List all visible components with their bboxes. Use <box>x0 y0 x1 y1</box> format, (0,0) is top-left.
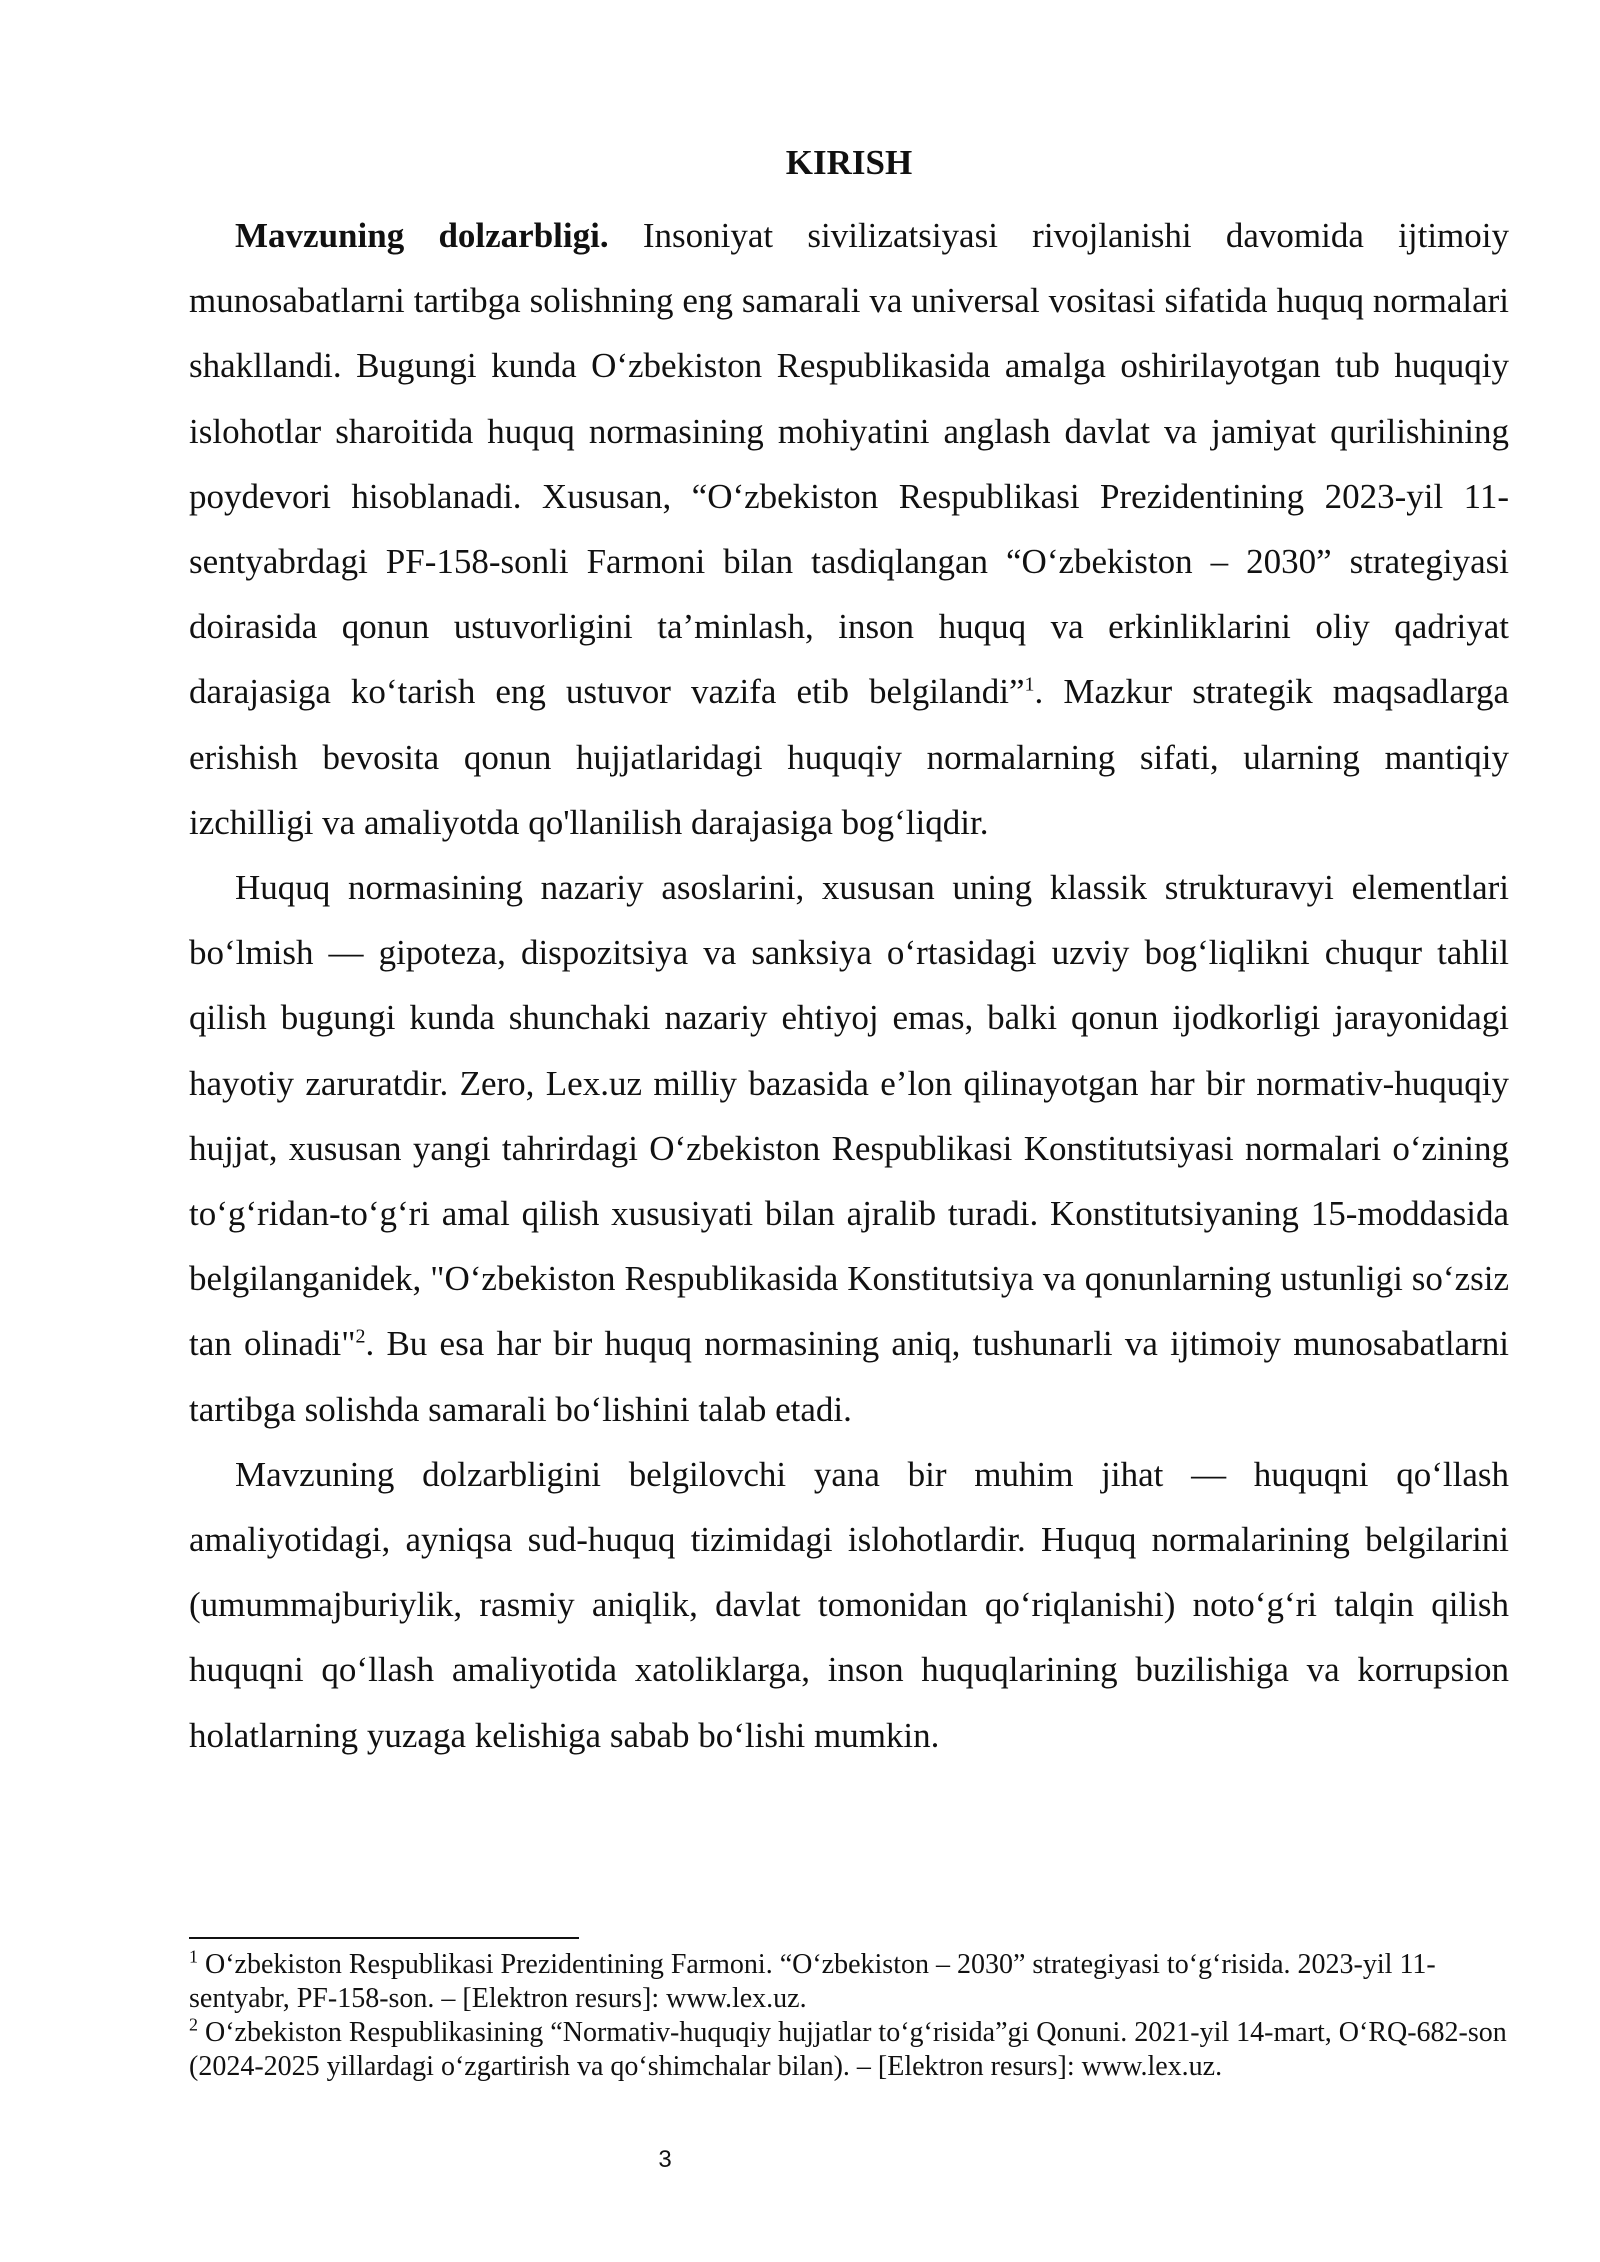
footnote-ref-2[interactable]: 2 <box>355 1325 366 1348</box>
footnote-mark: 1 <box>189 1946 198 1967</box>
paragraph-practice <box>189 1442 1509 1768</box>
paragraph-relevance <box>189 203 1509 855</box>
footnote-mark: 2 <box>189 2014 198 2035</box>
paragraph-text: Mavzuning dolzarbligini belgilovchi yana bir muhim jihat — huquqni qo‘llash amaliyotidagi, ayniqsa sud-huquq tizimidagi islohotlardir. Huquq normalarining belgilarini (umummajburiylik, rasmiy aniqlik, davlat tomonidan qo‘riqlanishi) noto‘g‘ri talqin qilish huquqni qo‘llash amaliyotida xatoliklarga, inson huquqlarining buzilishiga va korrupsion holatlarning yuzaga kelishiga sabab bo‘lishi mumkin. <box>189 1454 1509 1755</box>
paragraph-theory <box>189 855 1509 1442</box>
paragraph-text: . Mazkur strategik maqsadlarga erishish bevosita qonun hujjatlaridagi huquqiy normalarning sifati, ularning mantiqiy izchilligi va amaliyotda qo'llanilish darajasiga bog‘liqdir. <box>189 672 1509 842</box>
footnote-ref-1[interactable]: 1 <box>1024 673 1035 696</box>
main-text <box>189 138 1509 1768</box>
section-heading: KIRISH <box>785 143 913 182</box>
page-number: 3 <box>658 2146 672 2173</box>
footnote-text: O‘zbekiston Respublikasi Prezidentining Farmoni. “O‘zbekiston – 2030” strategiyasi to‘g‘risida. 2023-yil 11-sentyabr, PF-158-son. – [Elektron resurs]: www.lex.uz. <box>189 1949 1436 2014</box>
paragraph-text: Insoniyat sivilizatsiyasi rivojlanishi davomida ijtimoiy munosabatlarni tartibga solishning eng samarali va universal vositasi sifatida huquq normalari shakllandi. Bugungi kunda O‘zbekiston Respublikasida amalga oshirilayotgan tub huquqiy islohotlar sharoitida huquq normasining mohiyatini anglash davlat va jamiyat qurilishining poydevori hisoblanadi. Xususan, “O‘zbekiston Respublikasi Prezidentining 2023-yil 11-sentyabrdagi PF-158-sonli Farmoni bilan tasdiqlangan “O‘zbekiston – 2030” strategiyasi doirasida qonun ustuvorligini ta’minlash, inson huquq va erkinliklarini oliy qadriyat darajasiga ko‘tarish eng ustuvor vazifa etib belgilandi” <box>189 216 1509 712</box>
paragraph-lead: Mavzuning dolzarbligi. <box>235 216 609 255</box>
paragraph-text: Huquq normasining nazariy asoslarini, xususan uning klassik strukturavyi elementlari bo‘lmish — gipoteza, dispozitsiya va sanksiya o‘rtasidagi uzviy bog‘liqlikni chuqur tahlil qilish bugungi kunda shunchaki nazariy ehtiyoj emas, balki qonun ijodkorligi jarayonidagi hayotiy zaruratdir. Zero, Lex.uz milliy bazasida e’lon qilinayotgan har bir normativ-huquqiy hujjat, xususan yangi tahrirdagi O‘zbekiston Respublikasi Konstitutsiyasi normalari o‘zining to‘g‘ridan-to‘g‘ri amal qilish xususiyati bilan ajralib turadi. Konstitutsiyaning 15-moddasida belgilanganidek, "O‘zbekiston Respublikasida Konstitutsiya va qonunlarning ustunligi so‘zsiz tan olinadi" <box>189 868 1509 1364</box>
footnotes <box>189 1948 1509 2084</box>
footnote-1 <box>189 1948 1509 2016</box>
footnote-text: O‘zbekiston Respublikasining “Normativ-huquqiy hujjatlar to‘g‘risida”gi Qonuni. 2021-yil 14-mart, O‘RQ-682-son (2024-2025 yillardagi o‘zgartirish va qo‘shimchalar bilan). – [Elektron resurs]: www.lex.uz. <box>189 2017 1507 2082</box>
footnote-2 <box>189 2016 1509 2084</box>
paragraph-text: . Bu esa har bir huquq normasining aniq, tushunarli va ijtimoiy munosabatlarni tartibga solishda samarali bo‘lishini talab etadi. <box>189 1324 1509 1429</box>
footnote-separator <box>189 1937 579 1939</box>
